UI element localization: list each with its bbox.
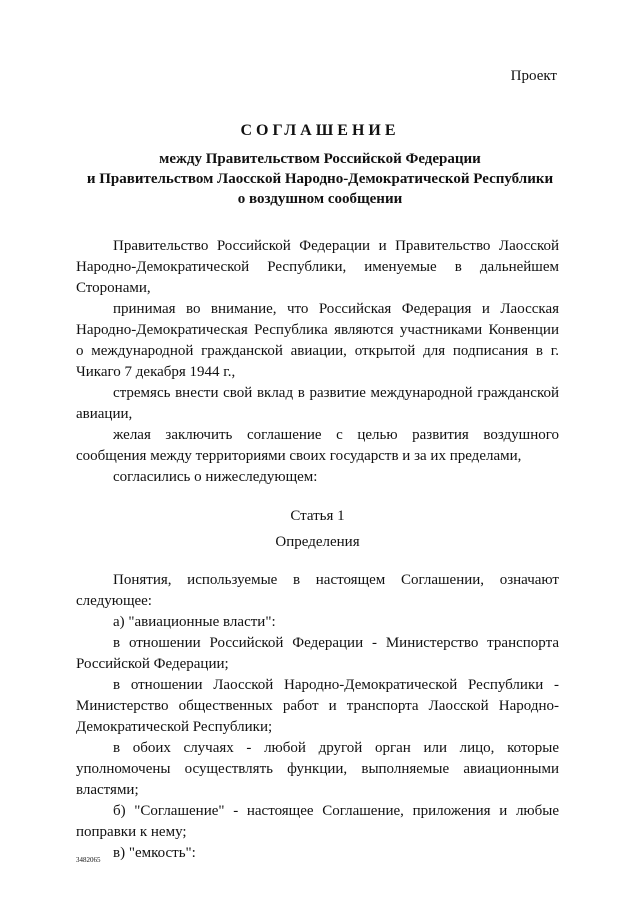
article-number: Статья 1: [290, 508, 345, 524]
definition-paragraph: б) "Соглашение" - настоящее Соглашение, приложения и любые поправки к нему;: [76, 803, 559, 840]
definition-paragraph: в обоих случаях - любой другой орган или лицо, которые уполномочены осуществлять функции, выполняемые авиационными властями;: [76, 740, 559, 798]
preamble-paragraph: желая заключить соглашение с целью развития воздушного сообщения между территориями своих государств и за их пределами,: [76, 427, 559, 464]
preamble-paragraph: согласились о нижеследующем:: [113, 469, 318, 485]
definition-paragraph: в) "емкость":: [113, 845, 196, 861]
preamble-paragraph: Правительство Российской Федерации и Правительство Лаосской Народно-Демократической Республики, именуемые в дальнейшем Сторонами,: [76, 238, 559, 296]
document-subtitle: [0, 149, 640, 209]
article-heading: Определения: [275, 534, 360, 550]
preamble-paragraph: принимая во внимание, что Российская Федерация и Лаосская Народно-Демократическая Республика являются участниками Конвенции о международной гражданской авиации, открытой для подписания в г. Чикаго 7 декабря 1944 г.,: [76, 301, 559, 380]
subtitle-line: между Правительством Российской Федерации: [159, 151, 481, 167]
preamble-paragraph: стремясь внести свой вклад в развитие международной гражданской авиации,: [76, 385, 559, 422]
definition-paragraph: а) "авиационные власти":: [113, 614, 276, 630]
definition-paragraph: Понятия, используемые в настоящем Соглашении, означают следующее:: [76, 572, 559, 609]
document-title: СОГЛАШЕНИЕ: [240, 122, 400, 139]
subtitle-line: о воздушном сообщении: [237, 191, 403, 207]
definition-paragraph: в отношении Лаосской Народно-Демократической Республики - Министерство общественных работ и транспорта Лаосской Народно-Демократической Республики;: [76, 677, 559, 735]
subtitle-line: и Правительством Лаосской Народно-Демократической Республики: [86, 171, 554, 187]
definition-paragraph: в отношении Российской Федерации - Министерство транспорта Российской Федерации;: [76, 635, 559, 672]
document-body: [76, 236, 559, 864]
draft-label: Проект: [510, 68, 557, 84]
document-number: 3482065: [76, 856, 101, 864]
